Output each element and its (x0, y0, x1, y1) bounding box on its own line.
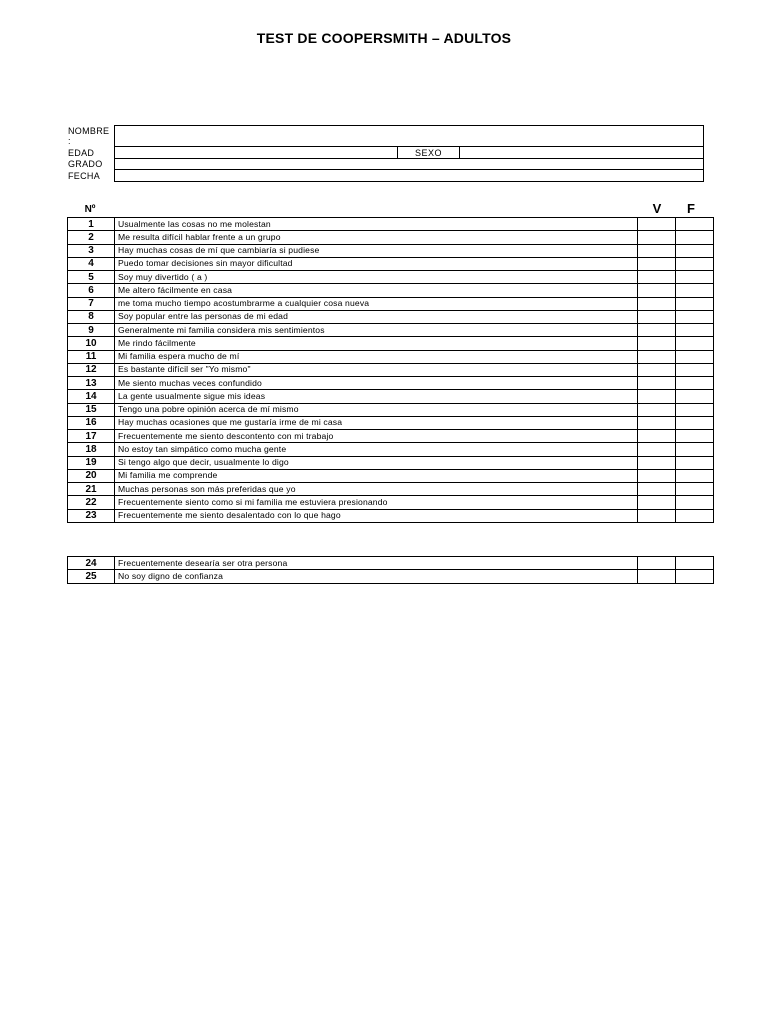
question-row (68, 297, 714, 310)
answer-f-cell[interactable] (676, 390, 714, 403)
nombre-label: NOMBRE (68, 126, 110, 136)
question-row (68, 218, 714, 231)
question-row (68, 363, 714, 376)
fecha-label: FECHA (68, 171, 101, 181)
question-row (68, 257, 714, 270)
answer-f-cell[interactable] (676, 218, 714, 231)
answer-f-cell[interactable] (676, 377, 714, 390)
answer-v-cell[interactable] (638, 324, 676, 337)
question-row (68, 483, 714, 496)
question-text: Frecuentemente me siento descontento con mi trabajo (115, 430, 638, 443)
question-number: 7 (68, 297, 115, 310)
question-number: 2 (68, 231, 115, 244)
answer-v-cell[interactable] (638, 456, 676, 469)
question-text: Muchas personas son más preferidas que yo (115, 483, 638, 496)
answer-v-cell[interactable] (638, 231, 676, 244)
answer-f-cell[interactable] (676, 284, 714, 297)
question-number: 12 (68, 363, 115, 376)
question-text: Me rindo fácilmente (115, 337, 638, 350)
question-row (68, 350, 714, 363)
question-row (68, 557, 714, 570)
question-number: 18 (68, 443, 115, 456)
page-title: TEST DE COOPERSMITH – ADULTOS (256, 30, 512, 46)
question-row (68, 509, 714, 522)
nombre-field[interactable] (114, 125, 704, 147)
answer-f-cell[interactable] (676, 363, 714, 376)
header-f: F (687, 201, 695, 216)
question-number: 17 (68, 430, 115, 443)
answer-v-cell[interactable] (638, 244, 676, 257)
question-number: 23 (68, 509, 115, 522)
answer-v-cell[interactable] (638, 390, 676, 403)
question-text: Generalmente mi familia considera mis sentimientos (115, 324, 638, 337)
question-row (68, 430, 714, 443)
question-text: Tengo una pobre opinión acerca de mí mismo (115, 403, 638, 416)
answer-f-cell[interactable] (676, 231, 714, 244)
question-number: 14 (68, 390, 115, 403)
question-number: 9 (68, 324, 115, 337)
question-number: 21 (68, 483, 115, 496)
answer-v-cell[interactable] (638, 416, 676, 429)
answer-f-cell[interactable] (676, 509, 714, 522)
answer-v-cell[interactable] (638, 430, 676, 443)
grado-label: GRADO (68, 159, 103, 169)
question-text: Me siento muchas veces confundido (115, 377, 638, 390)
question-text: Soy popular entre las personas de mi edad (115, 310, 638, 323)
question-text: Si tengo algo que decir, usualmente lo digo (115, 456, 638, 469)
question-row (68, 390, 714, 403)
questions-table-1 (67, 217, 714, 523)
answer-f-cell[interactable] (676, 557, 714, 570)
answer-v-cell[interactable] (638, 297, 676, 310)
answer-f-cell[interactable] (676, 456, 714, 469)
question-text: No estoy tan simpático como mucha gente (115, 443, 638, 456)
answer-v-cell[interactable] (638, 218, 676, 231)
header-num: Nº (84, 204, 96, 215)
question-text: Me resulta difícil hablar frente a un grupo (115, 231, 638, 244)
question-row (68, 403, 714, 416)
question-text: me toma mucho tiempo acostumbrarme a cualquier cosa nueva (115, 297, 638, 310)
question-text: La gente usualmente sigue mis ideas (115, 390, 638, 403)
question-number: 3 (68, 244, 115, 257)
question-row (68, 324, 714, 337)
answer-f-cell[interactable] (676, 337, 714, 350)
answer-f-cell[interactable] (676, 297, 714, 310)
answer-v-cell[interactable] (638, 350, 676, 363)
question-number: 11 (68, 350, 115, 363)
question-text: Hay muchas cosas de mí que cambiaría si pudiese (115, 244, 638, 257)
answer-v-cell[interactable] (638, 509, 676, 522)
question-text: Es bastante difícil ser "Yo mismo" (115, 363, 638, 376)
question-row (68, 271, 714, 284)
nombre-colon: : (68, 136, 71, 146)
answer-f-cell[interactable] (676, 483, 714, 496)
question-number: 16 (68, 416, 115, 429)
question-text: Frecuentemente desearía ser otra persona (115, 557, 638, 570)
answer-f-cell[interactable] (676, 257, 714, 270)
answer-v-cell[interactable] (638, 469, 676, 482)
header-v: V (652, 201, 662, 216)
question-number: 8 (68, 310, 115, 323)
answer-v-cell[interactable] (638, 271, 676, 284)
question-number: 19 (68, 456, 115, 469)
answer-v-cell[interactable] (638, 443, 676, 456)
answer-f-cell[interactable] (676, 271, 714, 284)
answer-f-cell[interactable] (676, 310, 714, 323)
fecha-field[interactable] (114, 169, 704, 182)
question-text: Me altero fácilmente en casa (115, 284, 638, 297)
question-row (68, 469, 714, 482)
answer-v-cell[interactable] (638, 310, 676, 323)
question-text: Hay muchas ocasiones que me gustaría irme de mi casa (115, 416, 638, 429)
question-text: Frecuentemente me siento desalentado con lo que hago (115, 509, 638, 522)
answer-f-cell[interactable] (676, 469, 714, 482)
question-row (68, 244, 714, 257)
question-row (68, 284, 714, 297)
answer-v-cell[interactable] (638, 496, 676, 509)
answer-v-cell[interactable] (638, 363, 676, 376)
question-row (68, 310, 714, 323)
answer-v-cell[interactable] (638, 570, 676, 583)
answer-v-cell[interactable] (638, 483, 676, 496)
question-row (68, 416, 714, 429)
question-text: No soy digno de confianza (115, 570, 638, 583)
question-text: Soy muy divertido ( a ) (115, 271, 638, 284)
question-number: 10 (68, 337, 115, 350)
question-number: 24 (68, 557, 115, 570)
answer-v-cell[interactable] (638, 284, 676, 297)
answer-f-cell[interactable] (676, 324, 714, 337)
question-row (68, 570, 714, 583)
question-number: 6 (68, 284, 115, 297)
question-text: Frecuentemente siento como si mi familia me estuviera presionando (115, 496, 638, 509)
answer-v-cell[interactable] (638, 257, 676, 270)
answer-f-cell[interactable] (676, 416, 714, 429)
question-number: 22 (68, 496, 115, 509)
answer-f-cell[interactable] (676, 570, 714, 583)
question-number: 1 (68, 218, 115, 231)
answer-f-cell[interactable] (676, 244, 714, 257)
answer-v-cell[interactable] (638, 403, 676, 416)
question-text: Usualmente las cosas no me molestan (115, 218, 638, 231)
question-number: 4 (68, 257, 115, 270)
answer-f-cell[interactable] (676, 350, 714, 363)
question-row (68, 496, 714, 509)
answer-v-cell[interactable] (638, 377, 676, 390)
answer-v-cell[interactable] (638, 337, 676, 350)
question-row (68, 231, 714, 244)
questions-table-2 (67, 556, 714, 584)
question-row (68, 456, 714, 469)
answer-f-cell[interactable] (676, 430, 714, 443)
question-row (68, 337, 714, 350)
question-number: 15 (68, 403, 115, 416)
edad-label: EDAD (68, 148, 95, 158)
answer-f-cell[interactable] (676, 443, 714, 456)
answer-f-cell[interactable] (676, 496, 714, 509)
question-row (68, 377, 714, 390)
question-number: 25 (68, 570, 115, 583)
question-text: Puedo tomar decisiones sin mayor dificultad (115, 257, 638, 270)
question-text: Mi familia espera mucho de mí (115, 350, 638, 363)
answer-v-cell[interactable] (638, 557, 676, 570)
sexo-label: SEXO (414, 148, 442, 158)
question-number: 5 (68, 271, 115, 284)
question-text: Mi familia me comprende (115, 469, 638, 482)
question-row (68, 443, 714, 456)
question-number: 13 (68, 377, 115, 390)
answer-f-cell[interactable] (676, 403, 714, 416)
question-number: 20 (68, 469, 115, 482)
